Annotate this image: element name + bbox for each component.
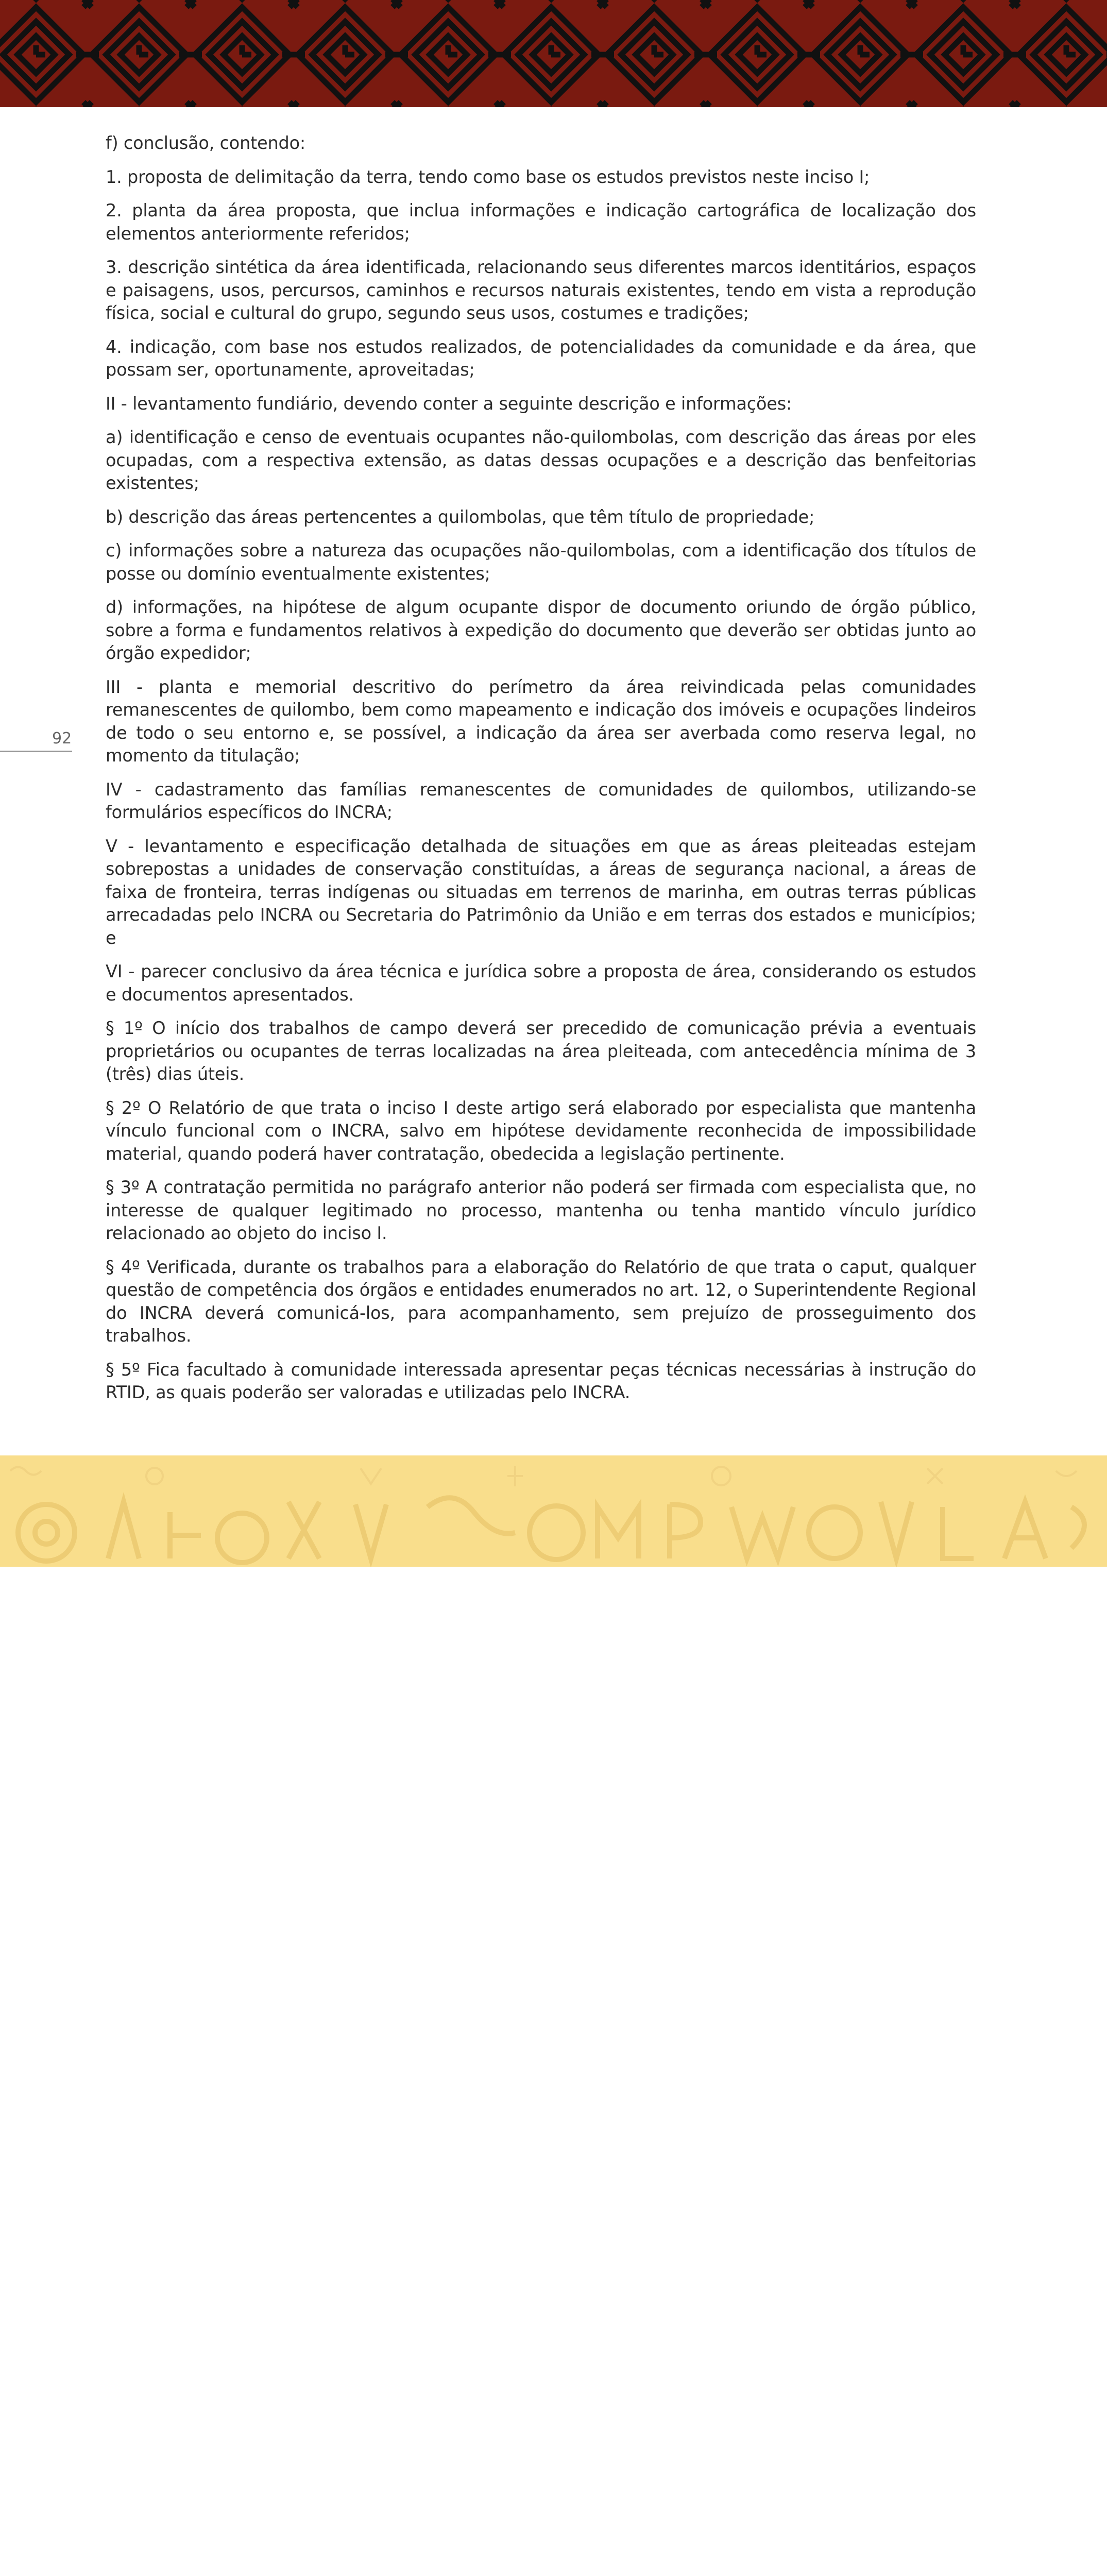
paragraph: II - levantamento fundiário, devendo conter a seguinte descrição e informações: (106, 393, 792, 414)
paragraph: VI - parecer conclusivo da área técnica e jurídica sobre a proposta de área, considerando os estudos e documentos apresentados. (106, 961, 976, 1005)
footer-symbol-pattern (0, 1455, 1107, 1567)
paragraph: § 4º Verificada, durante os trabalhos para a elaboração do Relatório de que trata o caput, qualquer questão de competência dos órgãos e entidades enumerados no art. 12, o Superintendente Regional do INCRA deverá comunicá-los, para acompanhamento, sem prejuízo de prosseguimento dos trabalhos. (106, 1257, 976, 1346)
paragraph: a) identificação e censo de eventuais ocupantes não-quilombolas, com descrição das áreas por eles ocupadas, com a respectiva extensão, as datas dessas ocupações e a descrição das benfeitorias existentes; (106, 427, 976, 493)
paragraph: § 5º Fica facultado à comunidade interessada apresentar peças técnicas necessárias à instrução do RTID, as quais poderão ser valoradas e utilizadas pelo INCRA. (106, 1359, 976, 1402)
top-decorative-band (0, 0, 1107, 107)
paragraph: d) informações, na hipótese de algum ocupante dispor de documento oriundo de órgão público, sobre a forma e fundamentos relativos à expedição do documento que deverão ser obtidas junto ao órgão expedidor; (106, 597, 976, 663)
paragraph: c) informações sobre a natureza das ocupações não-quilombolas, com a identificação dos títulos de posse ou domínio eventualmente existentes; (106, 540, 976, 584)
geometric-pattern-graphic (0, 0, 1107, 107)
paragraph: V - levantamento e especificação detalhada de situações em que as áreas pleiteadas estejam sobrepostas a unidades de conservação constituídas, a áreas de segurança nacional, a áreas de faixa de fronteira, terras indígenas ou situadas em terrenos de marinha, em outras terras públicas arrecadadas pelo INCRA ou Secretaria do Patrimônio da União e em terras dos estados e municípios; e (106, 836, 976, 948)
paragraph: § 2º O Relatório de que trata o inciso I deste artigo será elaborado por especialista que mantenha vínculo funcional com o INCRA, salvo em hipótese devidamente reconhecida de impossibilidade material, quando poderá haver contratação, obedecida a legislação pertinente. (106, 1097, 976, 1164)
paragraph: 4. indicação, com base nos estudos realizados, de potencialidades da comunidade e da área, que possam ser, oportunamente, aproveitadas; (106, 336, 976, 380)
paragraph: b) descrição das áreas pertencentes a quilombolas, que têm título de propriedade; (106, 506, 815, 527)
paragraph: f) conclusão, contendo: (106, 133, 305, 153)
paragraph: § 3º A contratação permitida no parágrafo anterior não poderá ser firmada com especialista que, no interesse de qualquer legitimado no processo, mantenha ou tenha mantido vínculo jurídico relacionado ao objeto do inciso I. (106, 1177, 976, 1243)
document-body (106, 132, 976, 1415)
page-number-rule (0, 751, 72, 752)
paragraph: 1. proposta de delimitação da terra, tendo como base os estudos previstos neste inciso I; (106, 166, 870, 187)
paragraph: 2. planta da área proposta, que inclua informações e indicação cartográfica de localização dos elementos anteriormente referidos; (106, 200, 976, 244)
paragraph: 3. descrição sintética da área identificada, relacionando seus diferentes marcos identitários, espaços e paisagens, usos, percursos, caminhos e recursos naturais existentes, tendo em vista a reprodução física, social e cultural do grupo, segundo seus usos, costumes e tradições; (106, 257, 976, 323)
footer-decorative-band (0, 1455, 1107, 1567)
paragraph: III - planta e memorial descritivo do perímetro da área reivindicada pelas comunidades remanescentes de quilombo, bem como mapeamento e indicação dos imóveis e ocupações lindeiros de todo o seu entorno e, se possível, a indicação da área ser averbada como reserva legal, no momento da titulação; (106, 676, 976, 766)
paragraph: IV - cadastramento das famílias remanescentes de comunidades de quilombos, utilizando-se formulários específicos do INCRA; (106, 779, 976, 822)
page-number: 92 (52, 730, 72, 748)
paragraph: § 1º O início dos trabalhos de campo deverá ser precedido de comunicação prévia a eventuais proprietários ou ocupantes de terras localizadas na área pleiteada, com antecedência mínima de 3 (três) dias úteis. (106, 1018, 976, 1084)
